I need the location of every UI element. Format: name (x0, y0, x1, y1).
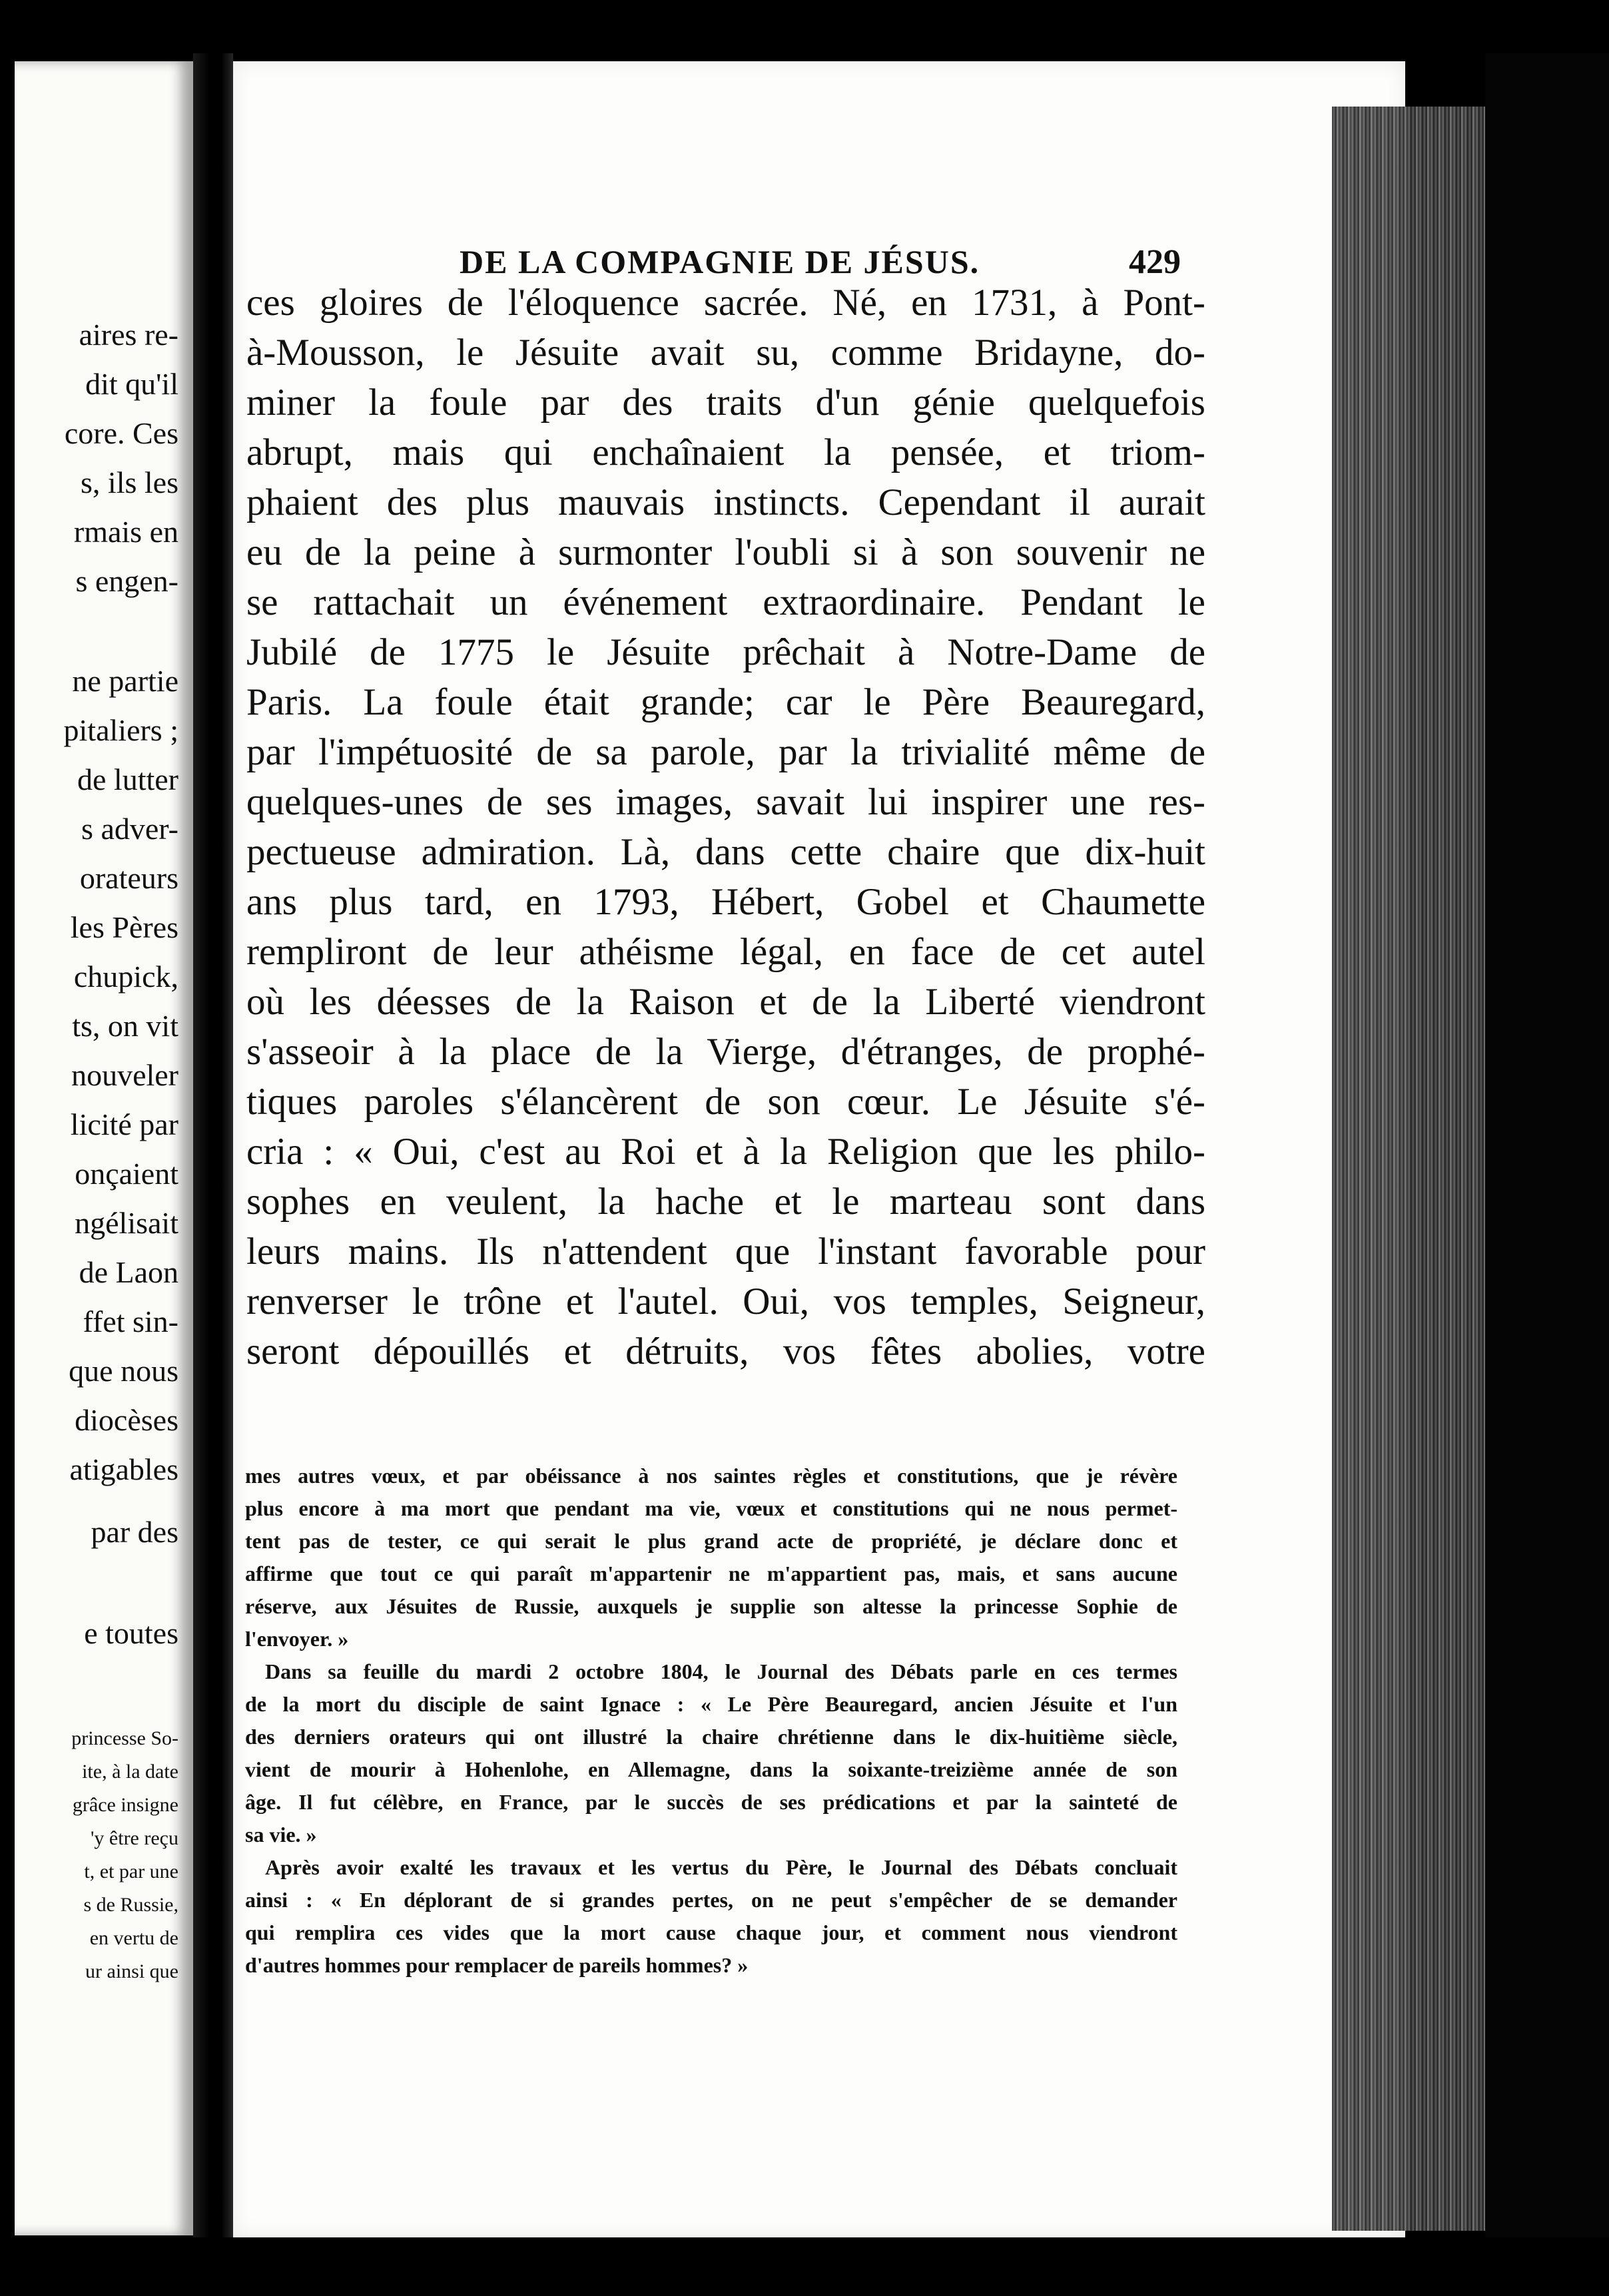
body-line: où les déesses de la Raison et de la Liberté viendront (246, 981, 1205, 1023)
body-line: sophes en veulent, la hache et le marteau sont dans (246, 1181, 1205, 1223)
footnote-line: plus encore à ma mort que pendant ma vie, vœux et constitutions qui ne nous permet- (245, 1496, 1177, 1520)
body-line: rempliront de leur athéisme légal, en face de cet autel (246, 931, 1205, 973)
left-text-line: rmais en (73, 515, 178, 549)
body-line: tiques paroles s'élancèrent de son cœur. Le Jésuite s'é- (246, 1081, 1205, 1123)
running-head (233, 242, 1405, 282)
body-line: eu de la peine à surmonter l'oubli si à son souvenir ne (246, 531, 1205, 573)
body-line: cria : « Oui, c'est au Roi et à la Religion que les philo- (246, 1131, 1205, 1173)
book-gutter (193, 53, 233, 2244)
footnote-line: qui remplira ces vides que la mort cause chaque jour, et comment nous viendront (245, 1920, 1177, 1944)
left-text-line: atigables (69, 1452, 178, 1486)
left-text-line: les Pères (70, 910, 178, 944)
left-text-line: ffet sin- (83, 1304, 178, 1338)
footnote-line: Après avoir exalté les travaux et les vertus du Père, le Journal des Débats concluait (265, 1855, 1177, 1879)
footnote-line: ainsi : « En déplorant de si grandes pertes, on ne peut s'empêcher de se demander (245, 1888, 1177, 1912)
body-line: ces gloires de l'éloquence sacrée. Né, en 1731, à Pont- (246, 282, 1205, 324)
left-text-line: licité par (70, 1107, 178, 1141)
left-text-line: pitaliers ; (63, 713, 178, 747)
left-note-line: ite, à la date (82, 1761, 178, 1783)
left-text-line: onçaient (75, 1157, 178, 1191)
left-text-line: dit qu'il (85, 367, 178, 401)
left-text-line: ne partie (72, 664, 178, 698)
body-line: s'asseoir à la place de la Vierge, d'étranges, de prophé- (246, 1031, 1205, 1073)
body-line: abrupt, mais qui enchaînaient la pensée, et triom- (246, 431, 1205, 473)
left-text-line: ts, on vit (72, 1009, 178, 1043)
running-title: DE LA COMPAGNIE DE JÉSUS. (460, 243, 980, 280)
left-note-line: grâce insigne (72, 1794, 178, 1816)
footnote-line: réserve, aux Jésuites de Russie, auxquels je supplie son altesse la princesse Sophie de (245, 1594, 1177, 1618)
left-text-line: par des (91, 1515, 178, 1549)
left-text-line: chupick, (73, 960, 178, 994)
left-text-line: de Laon (79, 1255, 178, 1289)
left-text-line: core. Ces (64, 416, 178, 450)
body-line: renverser le trône et l'autel. Oui, vos temples, Seigneur, (246, 1281, 1205, 1322)
footnote-line: vient de mourir à Hohenlohe, en Allemagne, dans la soixante-treizième année de son (245, 1757, 1177, 1781)
left-text-line: aires re- (79, 318, 178, 352)
body-line: par l'impétuosité de sa parole, par la trivialité même de (246, 731, 1205, 773)
body-line: leurs mains. Ils n'attendent que l'instant favorable pour (246, 1231, 1205, 1273)
scan-border-bottom (0, 2237, 1609, 2296)
left-text-line: de lutter (77, 762, 178, 796)
body-line: Paris. La foule était grande; car le Père Beauregard, (246, 681, 1205, 723)
book-page (233, 61, 1405, 2237)
left-text-line: diocèses (75, 1403, 178, 1437)
scan-border-top (0, 0, 1609, 53)
footnote-line: âge. Il fut célèbre, en France, par le succès de ses prédications et par la sainteté de (245, 1790, 1177, 1814)
body-line: quelques-unes de ses images, savait lui inspirer une res- (246, 781, 1205, 823)
body-line: se rattachait un événement extraordinaire. Pendant le (246, 581, 1205, 623)
footnote-line: sa vie. » (245, 1823, 317, 1847)
scan-border-right (1485, 53, 1609, 2244)
body-line: Jubilé de 1775 le Jésuite prêchait à Notre-Dame de (246, 631, 1205, 673)
footnote-line: des derniers orateurs qui ont illustré la chaire chrétienne dans le dix-huitième siècle, (245, 1725, 1177, 1749)
left-note-line: princesse So- (71, 1727, 178, 1749)
left-text-line: nouveler (71, 1058, 178, 1092)
page-number: 429 (1129, 243, 1181, 281)
left-text-line: ngélisait (75, 1206, 178, 1240)
left-note-line: s de Russie, (83, 1894, 178, 1916)
footnote-line: d'autres hommes pour remplacer de pareils hommes? » (245, 1953, 749, 1977)
body-line: à-Mousson, le Jésuite avait su, comme Bridayne, do- (246, 332, 1205, 374)
page-edge-stack (1332, 107, 1485, 2231)
left-note-line: 'y être reçu (91, 1827, 178, 1849)
left-note-line: en vertu de (89, 1927, 178, 1949)
left-text-line: s, ils les (81, 465, 178, 499)
left-note-line: t, et par une (84, 1861, 178, 1882)
left-text-line: e toutes (84, 1616, 178, 1650)
footnote-line: de la mort du disciple de saint Ignace : « Le Père Beauregard, ancien Jésuite et l'un (245, 1692, 1177, 1716)
left-text-line: s engen- (75, 564, 178, 598)
facing-page-left (15, 61, 193, 2235)
body-line: phaient des plus mauvais instincts. Cependant il aurait (246, 481, 1205, 523)
body-line: seront dépouillés et détruits, vos fêtes abolies, votre (246, 1330, 1205, 1372)
left-text-line: orateurs (79, 861, 178, 895)
body-line: miner la foule par des traits d'un génie quelquefois (246, 382, 1205, 424)
footnote-line: l'envoyer. » (245, 1627, 349, 1651)
left-note-line: ur ainsi que (85, 1960, 178, 1982)
footnote-line: affirme que tout ce qui paraît m'appartenir ne m'appartient pas, mais, et sans aucune (245, 1562, 1177, 1585)
body-line: ans plus tard, en 1793, Hébert, Gobel et Chaumette (246, 881, 1205, 923)
footnote-line: mes autres vœux, et par obéissance à nos saintes règles et constitutions, que je révère (245, 1464, 1177, 1488)
left-text-line: que nous (69, 1354, 178, 1388)
left-text-line: s adver- (81, 812, 178, 846)
footnote-line: Dans sa feuille du mardi 2 octobre 1804, le Journal des Débats parle en ces termes (265, 1659, 1177, 1683)
body-line: pectueuse admiration. Là, dans cette chaire que dix-huit (246, 831, 1205, 873)
footnote-line: tent pas de tester, ce qui serait le plus grand acte de propriété, je déclare donc et (245, 1529, 1177, 1553)
